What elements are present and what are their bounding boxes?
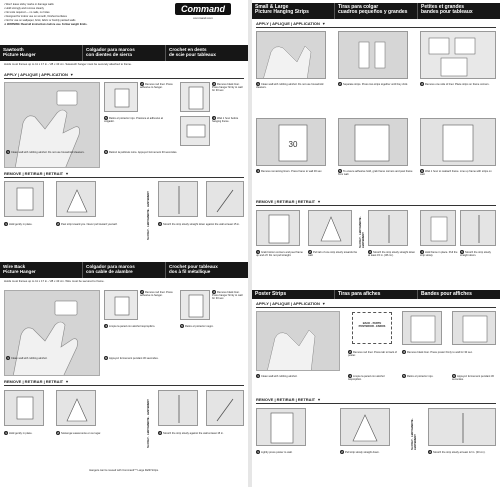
svg-text:30: 30 [288, 140, 298, 149]
hand-illustration [5, 291, 100, 376]
apply-thumb [338, 118, 408, 166]
sawtooth-title-en: Sawtooth Picture Hanger [3, 46, 36, 57]
wireback-title-fr: Crochet pour tableaux dos à fil métallique [165, 262, 248, 278]
intro-line: • No tools required — no nails, no holes [4, 10, 50, 14]
step-thumb [180, 82, 210, 112]
refill-footnote: Hangers can be reused with Command™ Large Refill Strips. [89, 469, 159, 472]
remove-step-1: 1 Hold gently in place. [5, 222, 33, 226]
strips-title-fr: Petites et grandes bandes pour tableaux [417, 3, 500, 19]
remove-thumb [56, 181, 96, 217]
intro-line: • Designed for indoor use on smooth, finished surfaces [4, 14, 67, 18]
logo-url: command.com [193, 16, 213, 21]
remove-thumb [158, 181, 198, 217]
poster-apply-step-2: 2 Remove red liner. Press tab to back of poster. [348, 350, 397, 358]
remove-thumb [368, 210, 408, 246]
strips-apply-step-5: 5 To ensure adhesive hold, grab frame corners and peel frame from wall. [338, 169, 413, 177]
remove-thumb [460, 210, 496, 246]
poster-remove-step-3: 3 Stretch the strip slowly at least 12 in. (30 cm). [429, 450, 486, 454]
step-thumb [104, 82, 138, 112]
poster-apply-step-1: 1 Clean wall with rubbing alcohol. [257, 374, 298, 378]
wireback-title-es: Colgador para marcos con cable de alambre [82, 262, 165, 278]
slowly-label: SLOWLY · LENTAMENTE · LENTEMENT [411, 417, 417, 450]
intro-warning: ⚠ WARNING: Read all instructions before use. Follow weight limits. [4, 22, 88, 26]
wire-apply-step-1: 1 Clean wall with rubbing alcohol. [7, 356, 48, 360]
wireback-subtitle: Holds most frames up to 11 x 17 in. / 28 x 43 cm. Wire must be secured to frame. [4, 279, 105, 283]
remove-thumb [4, 390, 44, 426]
poster-apply-step-4: 4 Limpie la pared con alcohol isopropílico. [348, 374, 385, 382]
left-page [0, 0, 248, 487]
strips-apply-header: APPLY | APLIQUE | APPLICATION ▼ [256, 22, 496, 28]
wire-apply-step-2: 2 Remove red liner. Press adhesive to hanger. [140, 290, 173, 298]
apply-thumb [420, 31, 496, 79]
remove-thumb [428, 408, 496, 446]
strips-remove-step-4: 4 Hold frame in place. Pull the strip slowly. [420, 250, 458, 258]
apply-thumb [452, 311, 496, 345]
poster-strips-header [252, 290, 500, 299]
wireback-title-en: Wire Back Picture Hanger [3, 263, 36, 274]
sawtooth-title-fr: Crochet en dents de scie pour tableaux [165, 45, 248, 61]
hand-illustration [5, 83, 100, 168]
remove-thumb [256, 210, 300, 246]
remove-thumb [206, 390, 244, 426]
strips-apply-step-4: 4 Remove remaining liners. Press frame to wall 30 sec. [257, 169, 323, 173]
strips-apply-step-1: 1 Clean wall with rubbing alcohol. Do not use household cleaners. [256, 82, 324, 90]
apply-thumb [338, 31, 408, 79]
picture-strips-header [252, 3, 500, 19]
wire-apply-step-4: 4 Limpie la pared con alcohol isopropílico. [105, 324, 156, 328]
wire-remove-step-1: 1 Hold gently in place. [5, 431, 33, 435]
remove-thumb [308, 210, 352, 246]
strips-apply-step-6: 6 Wait 1 hour to reattach frame. Line up frame with strips on wall. [420, 169, 492, 177]
remove-thumb [256, 408, 306, 446]
apply-thumb [256, 31, 326, 79]
apply-thumb [420, 118, 496, 166]
wireback-remove-header: REMOVE | RETIRAR | RETRAIT ▼ [4, 380, 244, 386]
sawtooth-header [0, 45, 248, 61]
remove-thumb [340, 408, 390, 446]
apply-step-4: 4 Wait 1 hour before hanging frame. [212, 116, 239, 124]
apply-thumb [402, 311, 442, 345]
strips-remove-header: REMOVE | RETIRAR | RETRAIT ▼ [256, 200, 496, 206]
poster-apply-photo [256, 311, 340, 371]
poster-apply-header: APPLY | APLIQUE | APPLICATION ▼ [256, 302, 496, 308]
sawtooth-title-es: Colgador para marcos con dientes de sierra [82, 45, 165, 61]
slowly-label: SLOWLY · LENTAMENTE · LENTEMENT [147, 399, 150, 448]
poster-title-en: Poster Strips [255, 290, 287, 297]
command-logo [163, 3, 243, 33]
poster-title-fr: Bandes pour affiches [417, 290, 500, 299]
wire-remove-step-3: 3 Stretch the strip slowly against the wall at least 15 in. [159, 431, 224, 435]
apply-step-3: 3 Remove black liner. Press hanger firmly to wall for 30 sec. [212, 82, 243, 93]
poster-remove-header: REMOVE | RETIRAR | RETRAIT ▼ [256, 398, 496, 404]
strips-remove-step-2: 2 Pull tab of one strip slowly towards the wall. [308, 250, 358, 258]
remove-thumb [206, 181, 244, 217]
step-thumb [180, 290, 210, 320]
strips-remove-step-5: 5 Stretch the strip slowly straight down. [460, 250, 491, 258]
strips-remove-step-1: 1 Grab bottom corners and peel frame up and off. Do not pull straight. [256, 250, 303, 258]
remove-step-3: 3 Stretch the strip slowly straight down against the wall at least 15 in. [159, 222, 240, 226]
step-thumb [104, 290, 138, 320]
poster-apply-step-6: 6 Appuyez fermement pendant 30 secondes. [452, 374, 494, 382]
strips-apply-step-2: 2 Separate strips. Press two strips together until they click. [339, 82, 409, 86]
remove-step-2: 2 Peel strip toward you. Never pull toward yourself. [57, 222, 118, 226]
poster-title-es: Tiras para afiches [334, 290, 417, 299]
slowly-label: SLOWLY · LENTAMENTE · LENTEMENT [359, 215, 365, 248]
intro-line: • Hold strongly and remove cleanly [4, 6, 44, 10]
poster-remove-step-1: 1 Lightly press poster to wall. [257, 450, 293, 454]
right-page [252, 0, 500, 487]
sawtooth-remove-header: REMOVE | RETIRAR | RETRAIT ▼ [4, 172, 244, 178]
slowly-label: SLOWLY · LENTAMENTE · LENTEMENT [147, 191, 150, 240]
remove-thumb [56, 390, 96, 426]
sawtooth-apply-header: APPLY | APLIQUE | APPLICATION ▼ [4, 73, 244, 79]
remove-thumb [4, 181, 44, 217]
strips-title-en: Small & Large Picture Hanging Strips [255, 3, 309, 16]
poster-apply-step-3: 3 Remove black liner. Press poster firmly to wall for 30 sec. [403, 350, 473, 354]
poster-apply-step-5: 5 Retire el protector rojo. [403, 374, 434, 378]
wire-apply-step-5: 5 Retire el protector negro. [181, 324, 214, 328]
strips-apply-step-3: 3 Remove one side of liner. Place strips on frame corners. [421, 82, 490, 86]
poster-remove-step-2: 2 Pull strip slowly straight down. [341, 450, 380, 454]
hand-illustration [257, 312, 340, 371]
intro-line: • Won't leave sticky marks or damage walls [4, 3, 54, 6]
wireback-apply-photo [4, 290, 100, 376]
intro-line: • Not for use on wallpaper, brick, fabric or freshly painted walls [4, 18, 76, 22]
wire-apply-step-3: 3 Remove black liner. Press hanger firmly to wall for 30 sec. [212, 290, 243, 301]
remove-thumb [420, 210, 456, 246]
apply-step-2: 2 Remove red liner. Press adhesive to hanger. [140, 82, 173, 90]
apply-step-1: 1 Clean wall with rubbing alcohol. Do not use household cleaners. [7, 150, 85, 154]
strips-title-es: Tiras para colgar cuadros pequeños y grandes [334, 3, 417, 19]
apply-thumb [256, 118, 326, 166]
strips-remove-step-3: 3 Stretch the strip slowly straight down at least 15 in. (38 cm). [368, 250, 416, 258]
wire-apply-step-6: 6 Appuyez fermement pendant 30 secondes. [105, 356, 159, 360]
sawtooth-subtitle: Holds most frames up to 11 x 17 in. / 28 x 43 cm. Sawtooth hanger must be securely attached to frame. [4, 62, 132, 66]
logo-mark: Command [175, 3, 231, 15]
wire-remove-step-2: 2 Sostenga suavemente en su lugar. [57, 431, 101, 435]
poster-back-label: BACK · PARTE POSTERIOR · ENDOS [358, 322, 386, 329]
apply-step-5: 5 Retire el protector rojo. Presione el adhesivo al colgador. [104, 116, 163, 124]
sawtooth-apply-photo [4, 82, 100, 168]
step-thumb [180, 116, 210, 146]
intro-list [4, 3, 154, 27]
wireback-header [0, 262, 248, 278]
apply-step-6: 6 Retirez la pellicule noire. Appuyez fermement 30 secondes. [105, 150, 178, 154]
remove-thumb [158, 390, 198, 426]
